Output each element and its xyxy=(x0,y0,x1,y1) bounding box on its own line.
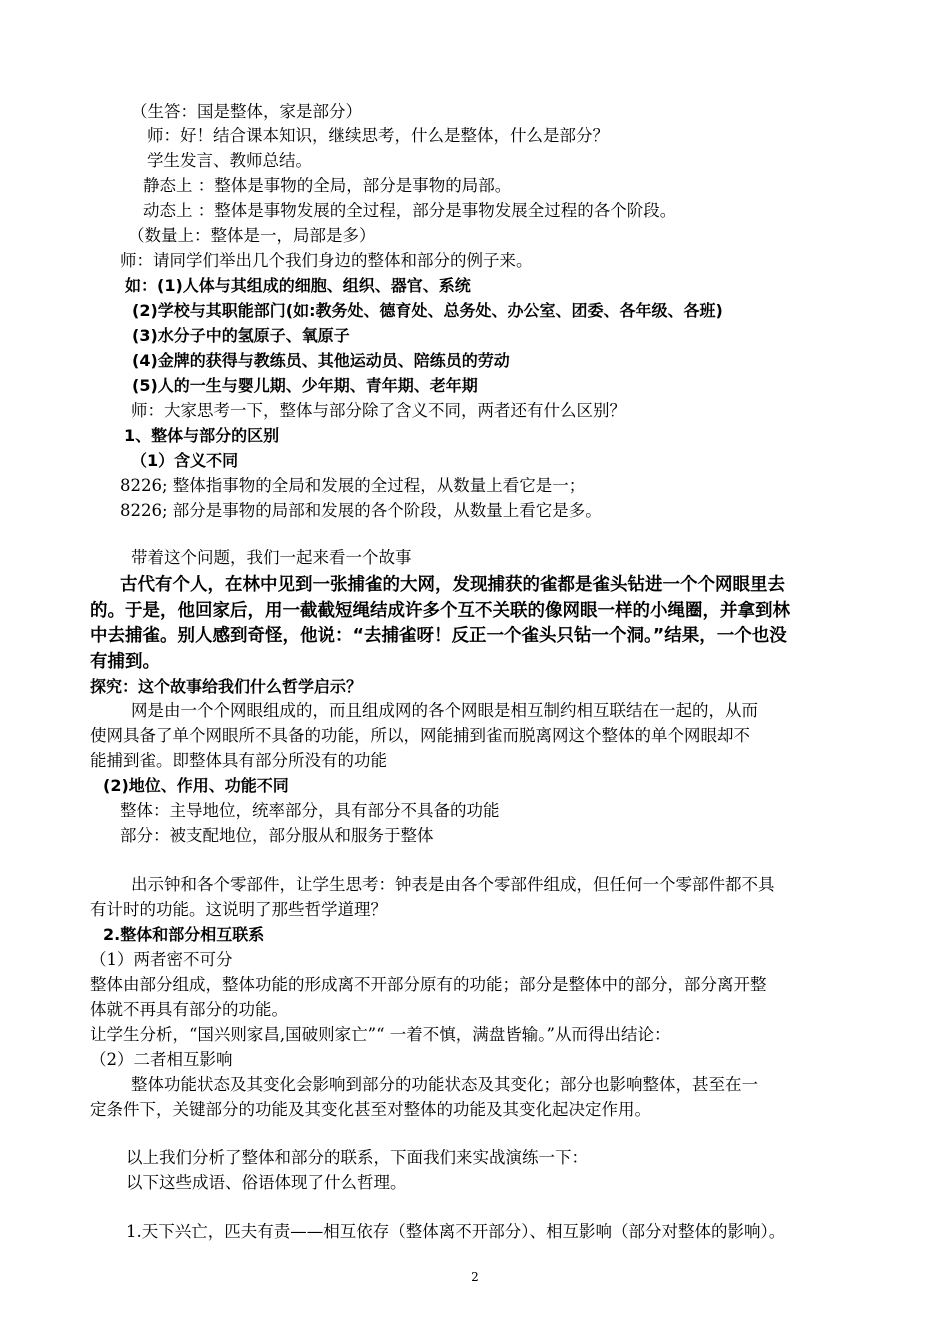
text-line: 学生发言、教师总结。 xyxy=(147,151,312,170)
text-line: （生答：国是整体，家是部分） xyxy=(131,102,362,121)
text-line: 以上我们分析了整体和部分的联系，下面我们来实战演练一下： xyxy=(126,1148,588,1167)
text-line: 师：大家思考一下，整体与部分除了含义不同，两者还有什么区别？ xyxy=(131,401,626,420)
text-line: 师：好！结合课本知识，继续思考，什么是整体，什么是部分？ xyxy=(147,126,609,145)
text-line: 动态上 ：整体是事物发展的全过程，部分是事物发展全过程的各个阶段。 xyxy=(143,201,677,220)
text-line: 带着这个问题，我们一起来看一个故事 xyxy=(131,548,412,567)
text-line: 体就不再具有部分的功能。 xyxy=(90,1000,288,1019)
text-line: 静态上 ：整体是事物的全局，部分是事物的局部。 xyxy=(143,176,512,195)
text-line: 师：请同学们举出几个我们身边的整体和部分的例子来。 xyxy=(120,251,533,270)
text-line: 1.天下兴亡，匹夫有责——相互依存（整体离不开部分）、相互影响（部分对整体的影响）。 xyxy=(126,1222,786,1241)
text-line: 能捕到雀。即整体具有部分所没有的功能 xyxy=(90,751,387,770)
example-item: (4)金牌的获得与教练员、其他运动员、陪练员的劳动 xyxy=(132,351,510,370)
example-item: 如：(1)人体与其组成的细胞、组织、器官、系统 xyxy=(125,276,471,295)
story-paragraph: 中去捕雀。别人感到奇怪，他说：“去捕雀呀！反正一个雀头只钻一个洞。”结果，一个也没 xyxy=(90,626,787,646)
story-paragraph: 古代有个人，在林中见到一张捕雀的大网，发现捕获的雀都是雀头钻进一个个网眼里去 xyxy=(120,575,785,595)
text-line: 部分：被支配地位，部分服从和服务于整体 xyxy=(120,826,434,845)
subsection-heading: (2)地位、作用、功能不同 xyxy=(103,776,289,795)
text-line: 出示钟和各个零部件，让学生思考：钟表是由各个零部件组成，但任何一个零部件都不具 xyxy=(131,875,775,894)
section-heading: 1、整体与部分的区别 xyxy=(124,426,280,445)
text-line: 整体：主导地位，统率部分，具有部分不具备的功能 xyxy=(120,801,500,820)
example-item: (2)学校与其职能部门(如:教务处、德育处、总务处、办公室、团委、各年级、各班) xyxy=(132,301,723,320)
text-line: 以下这些成语、俗语体现了什么哲理。 xyxy=(126,1173,407,1192)
bullet-line: 8226; 部分是事物的局部和发展的各个阶段，从数量上看它是多。 xyxy=(120,501,602,520)
text-line: 整体功能状态及其变化会影响到部分的功能状态及其变化；部分也影响整体，甚至在一 xyxy=(131,1075,758,1094)
bullet-line: 8226; 整体指事物的全局和发展的全过程，从数量上看它是一； xyxy=(120,476,586,495)
text-line: （2）二者相互影响 xyxy=(90,1050,233,1069)
text-line: 网是由一个个网眼组成的，而且组成网的各个网眼是相互制约相互联结在一起的，从而 xyxy=(131,701,758,720)
subsection-heading: （1）含义不同 xyxy=(131,451,239,470)
question-heading: 探究：这个故事给我们什么哲学启示？ xyxy=(90,677,363,696)
text-line: 让学生分析，“国兴则家昌,国破则家亡”“ 一着不慎，满盘皆输。”从而得出结论： xyxy=(90,1025,671,1044)
example-item: (5)人的一生与婴儿期、少年期、青年期、老年期 xyxy=(132,376,478,395)
story-paragraph: 有捕到。 xyxy=(90,652,160,672)
section-heading: 2.整体和部分相互联系 xyxy=(103,925,265,944)
story-paragraph: 的。于是，他回家后，用一截截短绳结成许多个互不关联的像网眼一样的小绳圈，并拿到林 xyxy=(90,601,790,621)
text-line: 使网具备了单个网眼所不具备的功能，所以，网能捕到雀而脱离网这个整体的单个网眼却不 xyxy=(90,726,750,745)
text-line: 定条件下，关键部分的功能及其变化甚至对整体的功能及其变化起决定作用。 xyxy=(90,1100,651,1119)
text-line: 整体由部分组成，整体功能的形成离不开部分原有的功能；部分是整体中的部分，部分离开整 xyxy=(90,975,767,994)
text-line: （数量上：整体是一，局部是多） xyxy=(128,226,376,245)
text-line: （1）两者密不可分 xyxy=(90,950,233,969)
text-line: 有计时的功能。这说明了那些哲学道理？ xyxy=(90,900,387,919)
page-number: 2 xyxy=(471,1270,479,1284)
example-item: (3)水分子中的氢原子、氧原子 xyxy=(132,326,350,345)
